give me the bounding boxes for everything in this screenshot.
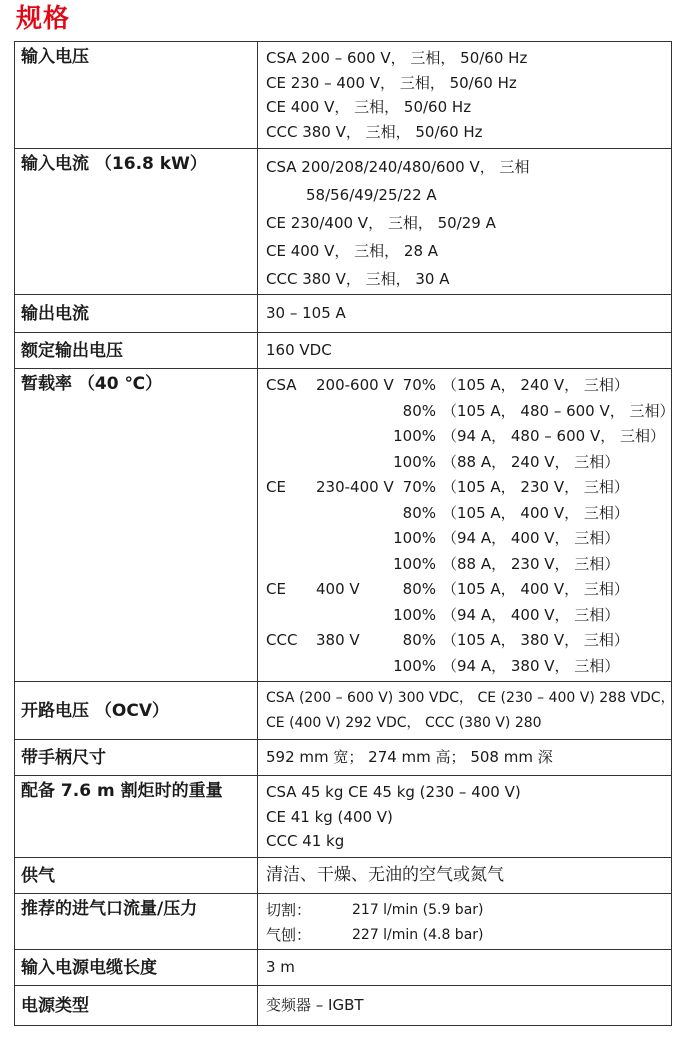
duty-std	[266, 424, 316, 450]
duty-percent: 80%	[402, 631, 436, 649]
row-label-rated-output-voltage: 额定输出电压	[15, 333, 258, 369]
table-row	[15, 986, 672, 1026]
row-label-ocv: 开路电压 （OCV）	[15, 682, 258, 740]
duty-std: CE	[266, 478, 286, 496]
row-label-output-current: 输出电流	[15, 295, 258, 333]
row-label-weight: 配备 7.6 m 割炬时的重量	[15, 776, 258, 858]
value-line: 58/56/49/25/22 A	[306, 186, 437, 204]
duty-percent: 80%	[402, 580, 436, 598]
duty-percent: 100%	[393, 605, 436, 624]
spec-table	[14, 41, 675, 1026]
table-row	[15, 295, 672, 333]
gas-mode: 切割：	[266, 901, 312, 919]
duty-std	[266, 450, 316, 476]
value-line: CSA 45 kg CE 45 kg (230 – 400 V)	[266, 783, 521, 801]
row-label-dimensions: 带手柄尺寸	[15, 740, 258, 776]
duty-range	[316, 552, 392, 578]
row-label-gas-flow: 推荐的进气口流量/压力	[15, 894, 258, 950]
duty-range: 400 V	[316, 580, 360, 598]
row-label-gas-supply: 供气	[15, 858, 258, 894]
gas-flow-grid	[266, 898, 667, 948]
value-line: CE 230/400 V， 三相， 50/29 A	[266, 214, 496, 232]
duty-condition: （94 A， 480 – 600 V， 三相）	[442, 427, 665, 445]
duty-condition: （94 A， 400 V， 三相）	[442, 605, 620, 624]
row-value-output-current: 30 – 105 A	[258, 295, 672, 333]
table-row	[15, 950, 672, 986]
duty-std	[266, 399, 316, 425]
gas-flow-value: 217 l/min (5.9 bar)	[352, 902, 484, 918]
row-value-ocv	[258, 682, 675, 740]
gas-mode: 气刨：	[266, 926, 312, 944]
row-label-input-voltage: 输入电压	[15, 42, 258, 149]
duty-cycle-grid	[266, 373, 675, 679]
page-title: 规格	[16, 4, 71, 34]
value-line: CSA (200 – 600 V) 300 VDC， CE (230 – 400 V) 288 VDC，	[266, 690, 675, 706]
duty-range	[316, 450, 392, 476]
duty-range	[316, 526, 392, 552]
value-line: CE (400 V) 292 VDC， CCC (380 V) 280	[266, 714, 542, 731]
table-row	[15, 858, 672, 894]
row-label-duty-cycle: 暂载率 （40 ℃）	[15, 369, 258, 682]
row-value-dimensions: 592 mm 宽； 274 mm 高； 508 mm 深	[258, 740, 672, 776]
row-value-power-type: 变频器 – IGBT	[258, 986, 672, 1026]
duty-range	[316, 501, 392, 527]
duty-std	[266, 501, 316, 527]
duty-range: 200-600 V	[316, 376, 394, 394]
duty-percent: 80%	[402, 401, 436, 420]
duty-condition: （94 A， 400 V， 三相）	[442, 529, 620, 547]
duty-condition: （105 A， 400 V， 三相）	[442, 503, 629, 522]
duty-std: CCC	[266, 631, 298, 649]
table-row	[15, 149, 672, 295]
row-value-input-current	[258, 149, 672, 295]
table-row	[15, 894, 672, 950]
duty-range: 380 V	[316, 631, 360, 649]
row-value-gas-flow	[258, 894, 672, 950]
duty-percent: 100%	[393, 529, 436, 547]
duty-range	[316, 603, 392, 629]
value-line: CCC 380 V， 三相， 30 A	[266, 270, 450, 288]
gas-flow-value: 227 l/min (4.8 bar)	[352, 927, 484, 943]
duty-std: CE	[266, 580, 286, 598]
row-value-duty-cycle	[258, 369, 675, 682]
table-row	[15, 369, 672, 682]
duty-percent: 70%	[402, 478, 436, 496]
row-label-power-type: 电源类型	[15, 986, 258, 1026]
duty-std	[266, 654, 316, 680]
row-value-input-voltage	[258, 42, 672, 149]
duty-condition: （105 A， 480 – 600 V， 三相）	[442, 401, 675, 420]
duty-std: CSA	[266, 376, 297, 394]
duty-condition: （105 A， 400 V， 三相）	[442, 580, 629, 598]
duty-range	[316, 424, 392, 450]
duty-percent: 100%	[393, 427, 436, 445]
duty-condition: （88 A， 240 V， 三相）	[442, 452, 620, 471]
table-row	[15, 333, 672, 369]
duty-condition: （88 A， 230 V， 三相）	[442, 554, 620, 573]
duty-condition: （105 A， 230 V， 三相）	[442, 478, 629, 496]
duty-condition: （105 A， 240 V， 三相）	[442, 376, 629, 394]
duty-percent: 100%	[393, 554, 436, 573]
duty-std	[266, 526, 316, 552]
row-value-cable-length: 3 m	[258, 950, 672, 986]
duty-condition: （94 A， 380 V， 三相）	[442, 656, 620, 675]
table-row	[15, 776, 672, 858]
duty-std	[266, 552, 316, 578]
duty-percent: 70%	[402, 376, 436, 394]
duty-std	[266, 603, 316, 629]
value-line: CE 400 V， 三相， 28 A	[266, 242, 439, 260]
duty-percent: 80%	[402, 503, 436, 522]
value-line: CE 400 V， 三相， 50/60 Hz	[266, 98, 472, 116]
duty-percent: 100%	[393, 656, 436, 675]
row-label-input-current: 输入电流 （16.8 kW）	[15, 149, 258, 295]
row-value-gas-supply: 清洁、干燥、无油的空气或氮气	[258, 858, 672, 894]
duty-range: 230-400 V	[316, 478, 394, 496]
table-row	[15, 740, 672, 776]
row-value-weight	[258, 776, 672, 858]
value-line: CSA 200/208/240/480/600 V， 三相	[266, 158, 530, 176]
row-value-rated-output-voltage: 160 VDC	[258, 333, 672, 369]
duty-percent: 100%	[393, 452, 436, 471]
value-line: CSA 200 – 600 V， 三相， 50/60 Hz	[266, 49, 528, 67]
value-line: CE 41 kg (400 V)	[266, 807, 393, 826]
duty-range	[316, 654, 392, 680]
row-label-cable-length: 输入电源电缆长度	[15, 950, 258, 986]
value-line: CCC 380 V， 三相， 50/60 Hz	[266, 122, 483, 141]
duty-range	[316, 399, 392, 425]
table-row	[15, 682, 672, 740]
duty-condition: （105 A， 380 V， 三相）	[442, 631, 629, 649]
value-line: CCC 41 kg	[266, 832, 345, 850]
value-line: CE 230 – 400 V， 三相， 50/60 Hz	[266, 73, 517, 92]
table-row	[15, 42, 672, 149]
